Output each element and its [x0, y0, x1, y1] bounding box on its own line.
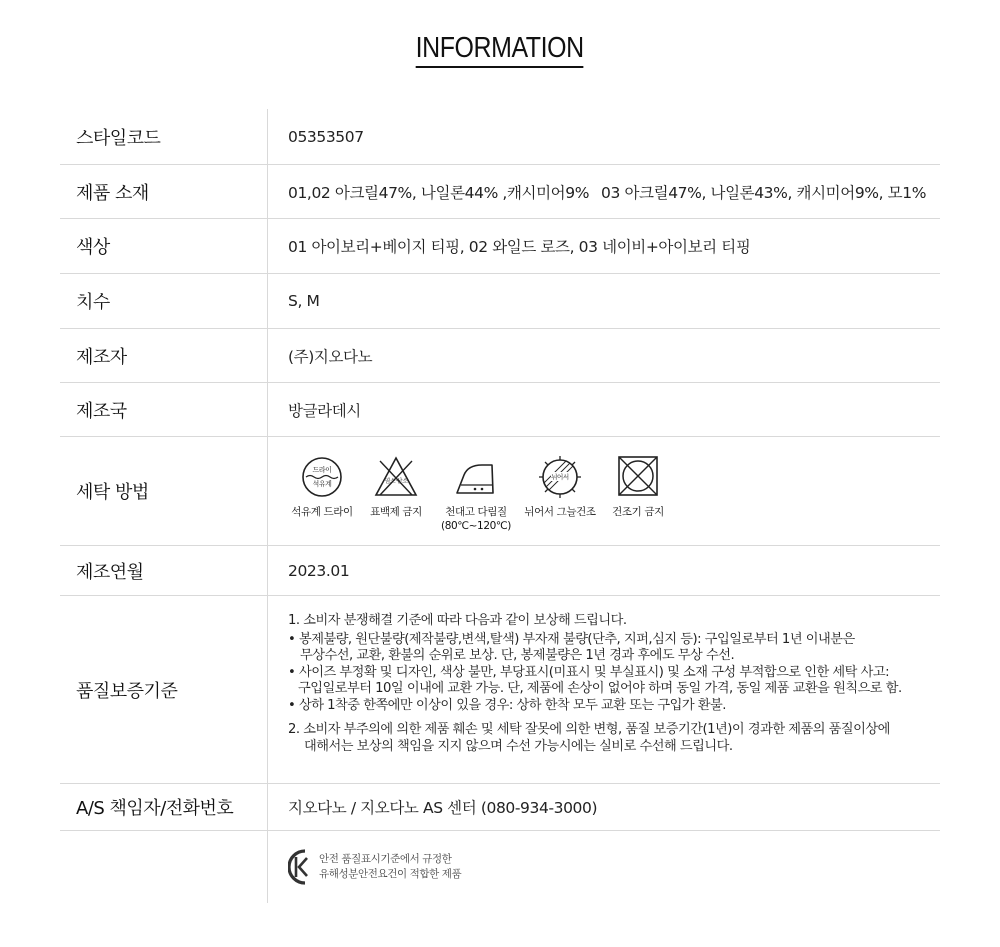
kc-label-empty — [60, 831, 268, 903]
maker-label: 제조자 — [60, 329, 268, 382]
wash-item-label: 천대고 다림질 — [445, 506, 507, 518]
kc-text — [319, 852, 461, 882]
row-kc — [60, 831, 940, 903]
color-label: 색상 — [60, 219, 268, 273]
wash-item — [358, 453, 434, 519]
row-maker — [60, 329, 940, 383]
kc-mark — [268, 831, 940, 903]
wash-item — [602, 453, 674, 519]
wash-item — [434, 453, 518, 533]
quality-line: 무상수선, 교환, 환불의 순위로 보상. 단, 봉제불량은 1년 경과 후에도 무상 수선. — [300, 648, 735, 663]
shade-flat-dry-icon — [536, 453, 584, 501]
material-value-a: 01,02 아크릴47%, 나일론44% ,캐시미어9% — [288, 183, 590, 202]
size-value: S, M — [288, 292, 320, 310]
row-country — [60, 383, 940, 437]
row-color — [60, 219, 940, 274]
svg-text:뉘어서: 뉘어서 — [551, 473, 569, 481]
date-label: 제조연월 — [60, 546, 268, 595]
row-quality — [60, 596, 940, 784]
row-style-code — [60, 109, 940, 165]
material-value-b: 03 아크릴47%, 나일론43%, 캐시미어9%, 모1% — [601, 183, 927, 202]
quality-line: 구입일로부터 10일 이내에 교환 가능. 단, 제품에 손상이 없어야 하며 동일 가격, 동일 제품 교환을 원칙으로 함. — [298, 681, 902, 696]
as-label: A/S 책임자/전화번호 — [60, 784, 268, 830]
style-code-label: 스타일코드 — [60, 109, 268, 164]
quality-line: • 상하 1착중 한쪽에만 이상이 있을 경우: 상하 한착 모두 교환 또는 구입가 환불. — [288, 697, 726, 713]
wash-item — [286, 453, 358, 519]
kc-text-line1: 안전 품질표시기준에서 규정한 — [319, 853, 452, 865]
row-date — [60, 546, 940, 596]
wash-item-label: 석유계 드라이 — [291, 506, 353, 518]
kc-text-line2: 유해성분안전요건이 적합한 제품 — [319, 868, 462, 880]
svg-text:염소·산소: 염소·산소 — [384, 478, 408, 485]
quality-line: 대해서는 보상의 책임을 지지 않으며 수선 가능시에는 실비로 수선해 드립니다. — [304, 738, 733, 754]
size-label: 치수 — [60, 274, 268, 328]
maker-value: (주)지오다노 — [288, 347, 373, 366]
wash-item-label: 뉘어서 그늘건조 — [524, 506, 596, 518]
quality-line: 2. 소비자 부주의에 의한 제품 훼손 및 세탁 잘못에 의한 변형, 품질 보증기간(1년)이 경과한 제품의 품질이상에 — [288, 722, 890, 737]
kc-certification-icon — [288, 848, 312, 886]
quality-label: 품질보증기준 — [60, 596, 268, 783]
country-value: 방글라데시 — [288, 401, 361, 420]
page-title — [0, 32, 1000, 68]
row-size — [60, 274, 940, 329]
wash-label: 세탁 방법 — [60, 437, 268, 545]
wash-icons — [268, 437, 940, 545]
information-table — [60, 109, 940, 903]
as-value: 지오다노 / 지오다노 AS 센터 (080-934-3000) — [288, 799, 598, 817]
row-wash — [60, 437, 940, 546]
row-material — [60, 165, 940, 219]
no-bleach-icon — [372, 453, 420, 501]
color-value: 01 아이보리+베이지 티핑, 02 와일드 로즈, 03 네이비+아이보리 티핑 — [288, 238, 751, 256]
page-title-text: INFORMATION — [416, 32, 584, 68]
country-label: 제조국 — [60, 383, 268, 436]
material-value — [268, 165, 940, 218]
quality-line: • 사이즈 부정확 및 디자인, 색상 불만, 부당표시(미표시 및 부실표시) 및 소재 구성 부적합으로 인한 세탁 사고: — [288, 664, 890, 680]
quality-value — [268, 596, 940, 783]
wash-item — [518, 453, 602, 519]
style-code-value: 05353507 — [288, 127, 364, 146]
wash-item-label: 건조기 금지 — [612, 506, 664, 518]
date-value: 2023.01 — [288, 561, 350, 580]
svg-text:드라이: 드라이 — [312, 466, 332, 474]
row-as — [60, 784, 940, 831]
quality-line: 1. 소비자 분쟁해결 기준에 따라 다음과 같이 보상해 드립니다. — [288, 613, 627, 628]
svg-text:석유계: 석유계 — [312, 480, 332, 488]
no-tumble-dry-icon — [614, 453, 662, 501]
dry-clean-icon — [298, 453, 346, 501]
quality-line: • 봉제불량, 원단불량(제작불량,변색,탈색) 부자재 불량(단추, 지퍼,심지 등): 구입일로부터 1년 이내분은 — [288, 631, 855, 647]
iron-icon — [452, 453, 500, 501]
material-label: 제품 소재 — [60, 165, 268, 218]
wash-item-sublabel: (80℃~120℃) — [441, 520, 511, 532]
wash-item-label: 표백제 금지 — [370, 506, 422, 518]
